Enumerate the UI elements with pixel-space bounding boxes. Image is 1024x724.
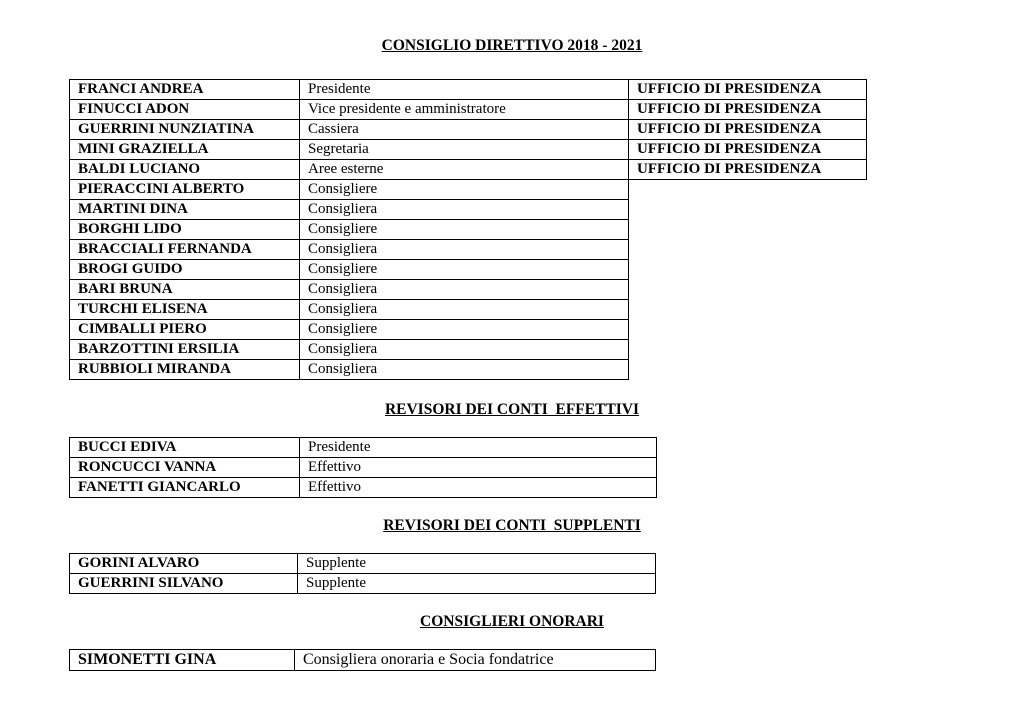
auditors-effective-table (69, 437, 657, 498)
member-name: GORINI ALVARO (70, 554, 298, 574)
member-name: BROGI GUIDO (70, 260, 300, 280)
empty-cell (629, 320, 867, 340)
table-row (70, 160, 867, 180)
table-row (70, 320, 867, 340)
empty-cell (629, 240, 867, 260)
member-role: Consigliere (300, 220, 629, 240)
table-row (70, 80, 867, 100)
member-name: GUERRINI NUNZIATINA (70, 120, 300, 140)
member-name: BRACCIALI FERNANDA (70, 240, 300, 260)
table-row (70, 180, 867, 200)
auditors-effective-rows (70, 438, 657, 498)
member-role: Consigliera onoraria e Socia fondatrice (295, 650, 656, 671)
member-role: Consigliera (300, 340, 629, 360)
member-role: Aree esterne (300, 160, 629, 180)
member-name: BORGHI LIDO (70, 220, 300, 240)
member-office: UFFICIO DI PRESIDENZA (629, 80, 867, 100)
table-row (70, 120, 867, 140)
empty-cell (629, 340, 867, 360)
auditors-substitute-title: REVISORI DEI CONTI SUPPLENTI (383, 517, 641, 534)
table-row (70, 650, 656, 671)
table-row (70, 300, 867, 320)
honorary-title: CONSIGLIERI ONORARI (420, 613, 604, 630)
member-role: Presidente (300, 438, 657, 458)
table-row (70, 360, 867, 380)
member-name: GUERRINI SILVANO (70, 574, 298, 594)
table-row (70, 574, 656, 594)
empty-cell (629, 200, 867, 220)
auditors-substitute-rows (70, 554, 656, 594)
empty-cell (629, 260, 867, 280)
table-row (70, 458, 657, 478)
table-row (70, 280, 867, 300)
member-office: UFFICIO DI PRESIDENZA (629, 120, 867, 140)
table-row (70, 260, 867, 280)
member-role: Consigliere (300, 320, 629, 340)
member-name: BARI BRUNA (70, 280, 300, 300)
member-role: Vice presidente e amministratore (300, 100, 629, 120)
empty-cell (629, 360, 867, 380)
table-row (70, 554, 656, 574)
member-name: CIMBALLI PIERO (70, 320, 300, 340)
member-name: RONCUCCI VANNA (70, 458, 300, 478)
member-role: Supplente (298, 574, 656, 594)
table-row (70, 340, 867, 360)
member-name: MINI GRAZIELLA (70, 140, 300, 160)
auditors-effective-title: REVISORI DEI CONTI EFFETTIVI (384, 401, 640, 418)
member-name: MARTINI DINA (70, 200, 300, 220)
member-name: FINUCCI ADON (70, 100, 300, 120)
member-name: PIERACCINI ALBERTO (70, 180, 300, 200)
member-role: Supplente (298, 554, 656, 574)
honorary-rows (70, 650, 656, 671)
member-role: Effettivo (300, 458, 657, 478)
council-table (69, 79, 867, 380)
table-row (70, 478, 657, 498)
table-row (70, 100, 867, 120)
member-role: Consigliere (300, 180, 629, 200)
member-name: FANETTI GIANCARLO (70, 478, 300, 498)
table-row (70, 140, 867, 160)
member-office: UFFICIO DI PRESIDENZA (629, 100, 867, 120)
member-role: Presidente (300, 80, 629, 100)
member-name: BARZOTTINI ERSILIA (70, 340, 300, 360)
member-name: BALDI LUCIANO (70, 160, 300, 180)
member-name: BUCCI EDIVA (70, 438, 300, 458)
table-row (70, 220, 867, 240)
table-row (70, 438, 657, 458)
empty-cell (629, 300, 867, 320)
member-name: FRANCI ANDREA (70, 80, 300, 100)
honorary-table (69, 649, 656, 671)
member-role: Consigliera (300, 300, 629, 320)
council-rows (70, 80, 867, 380)
table-row (70, 200, 867, 220)
member-role: Cassiera (300, 120, 629, 140)
member-name: RUBBIOLI MIRANDA (70, 360, 300, 380)
empty-cell (629, 220, 867, 240)
table-row (70, 240, 867, 260)
empty-cell (629, 280, 867, 300)
empty-cell (629, 180, 867, 200)
member-role: Effettivo (300, 478, 657, 498)
member-role: Consigliera (300, 240, 629, 260)
member-office: UFFICIO DI PRESIDENZA (629, 140, 867, 160)
member-role: Consigliera (300, 200, 629, 220)
council-title: CONSIGLIO DIRETTIVO 2018 - 2021 (381, 37, 643, 54)
member-role: Consigliere (300, 260, 629, 280)
member-role: Consigliera (300, 360, 629, 380)
member-name: TURCHI ELISENA (70, 300, 300, 320)
member-office: UFFICIO DI PRESIDENZA (629, 160, 867, 180)
auditors-substitute-table (69, 553, 656, 594)
member-role: Segretaria (300, 140, 629, 160)
member-name: SIMONETTI GINA (70, 650, 295, 671)
member-role: Consigliera (300, 280, 629, 300)
